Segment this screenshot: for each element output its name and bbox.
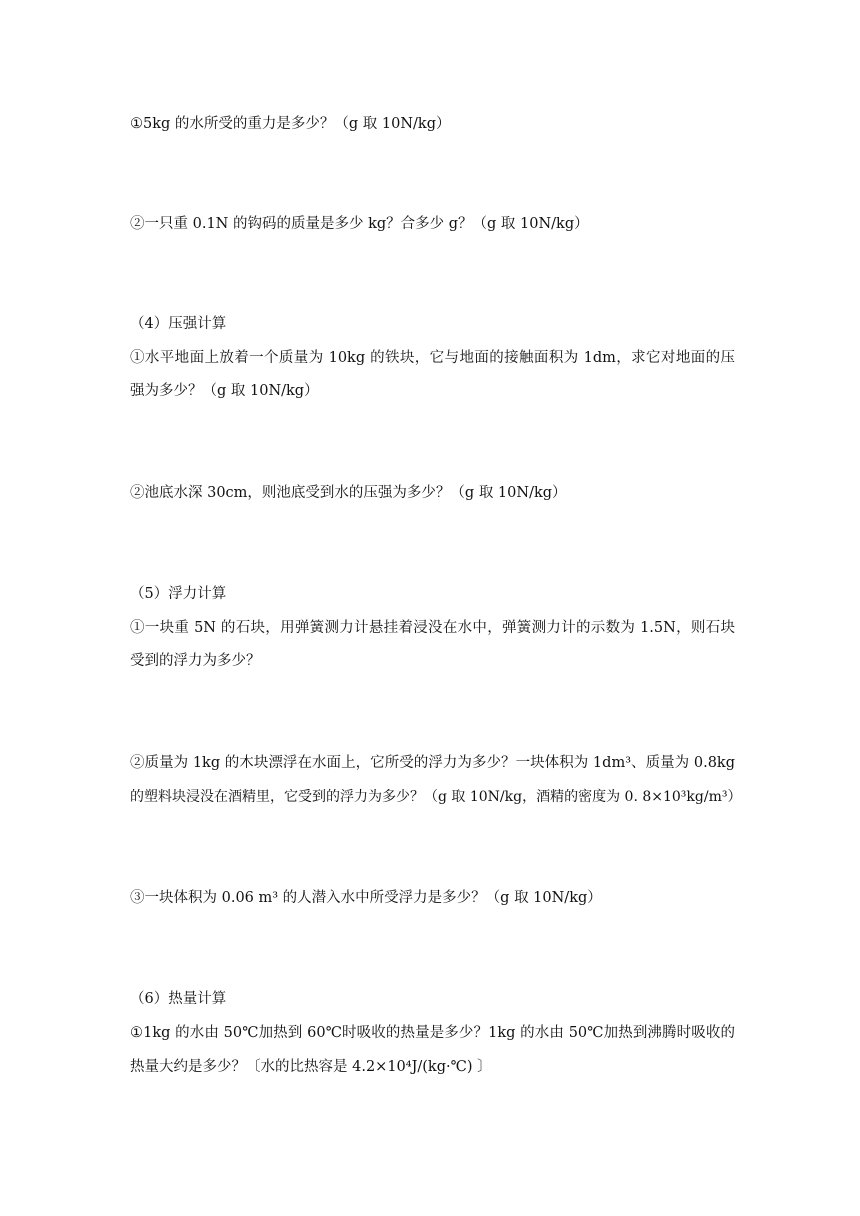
- question-4-1-line-1: ①水平地面上放着一个质量为 10kg 的铁块，它与地面的接触面积为 1dm，求它对地面的压: [130, 350, 735, 366]
- section-6-title: （6）热量计算: [130, 991, 227, 1007]
- question-4-1-line-2: 强为多少？（g 取 10N/kg）: [130, 383, 319, 399]
- question-5-1-line-1: ①一块重 5N 的石块，用弹簧测力计悬挂着浸没在水中，弹簧测力计的示数为 1.5N，则石块: [130, 620, 735, 636]
- section-5-title: （5）浮力计算: [130, 586, 227, 602]
- section-4-title: （4）压强计算: [130, 316, 227, 332]
- question-5-2-line-1: ②质量为 1kg 的木块漂浮在水面上，它所受的浮力为多少？一块体积为 1dm³、质量为 0.8kg: [130, 755, 735, 771]
- question-5-1-line-2: 受到的浮力为多少？: [130, 653, 261, 669]
- question-3-2: ②一只重 0.1N 的钩码的质量是多少 kg？合多少 g？（g 取 10N/kg）: [130, 216, 589, 232]
- question-5-3: ③一块体积为 0.06 m³ 的人潜入水中所受浮力是多少？（g 取 10N/kg）: [130, 890, 602, 906]
- question-5-2-line-2: 的塑料块浸没在酒精里，它受到的浮力为多少？（g 取 10N/kg，酒精的密度为 0. 8×10³kg/m³）: [130, 789, 742, 805]
- question-6-1-line-1: ①1kg 的水由 50℃加热到 60℃时吸收的热量是多少？1kg 的水由 50℃加热到沸腾时吸收的: [130, 1025, 735, 1041]
- question-6-1-line-2: 热量大约是多少？〔水的比热容是 4.2×10⁴J/(kg·℃) 〕: [130, 1059, 492, 1075]
- question-3-1: ①5kg 的水所受的重力是多少？（g 取 10N/kg）: [130, 116, 451, 132]
- question-4-2: ②池底水深 30cm，则池底受到水的压强为多少？（g 取 10N/kg）: [130, 485, 567, 501]
